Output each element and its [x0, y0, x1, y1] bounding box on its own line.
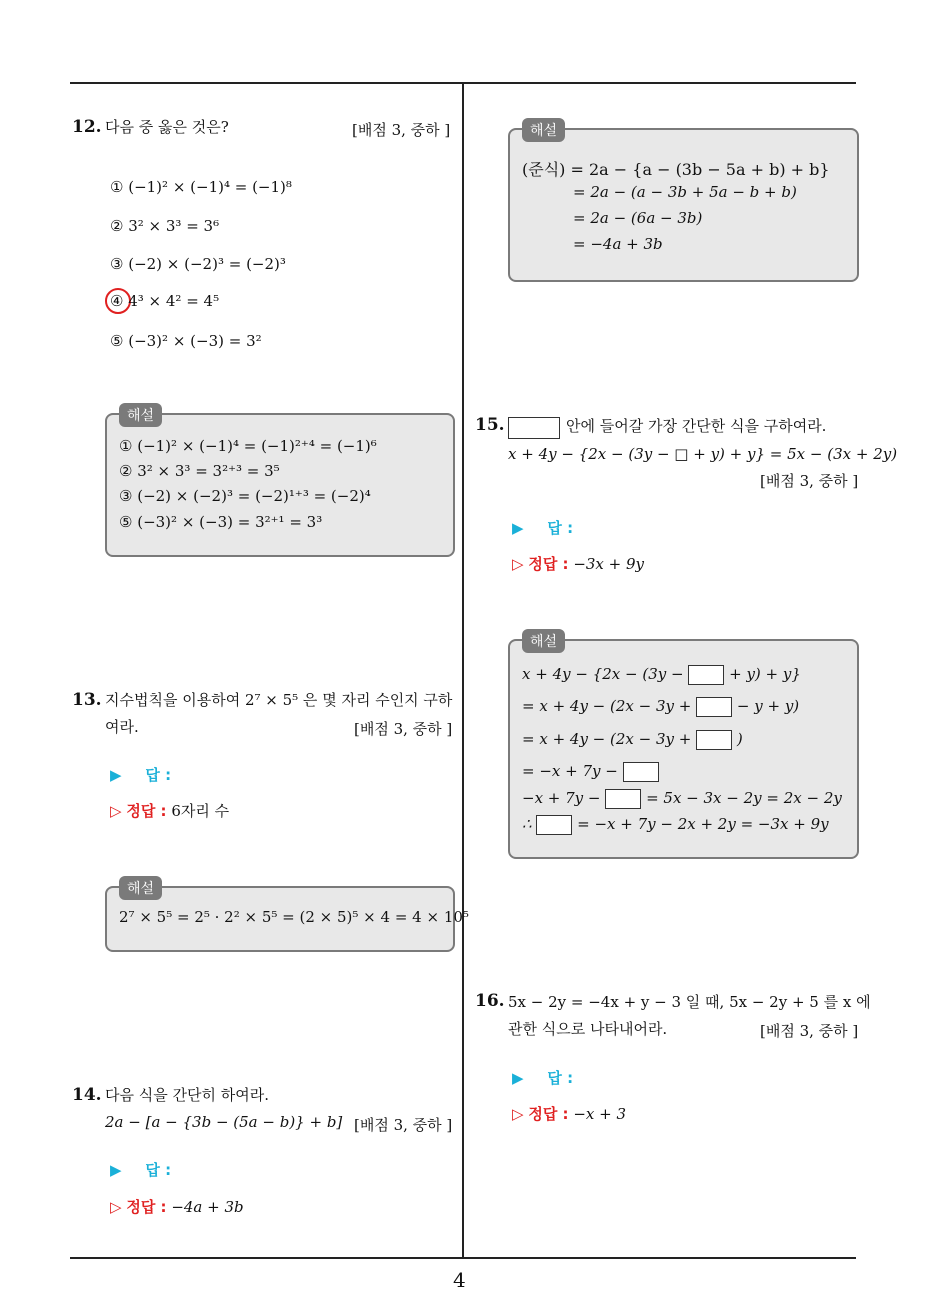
q12-score: [배점 3, 중하 ] — [352, 121, 451, 139]
solution-tag: 해설 — [119, 403, 162, 427]
q12-choice-5[interactable]: ⑤ (−3)² × (−3) = 3² — [110, 332, 262, 350]
q12-choice-1[interactable]: ① (−1)² × (−1)⁴ = (−1)⁸ — [110, 178, 292, 196]
q12-solution-line-4: ⑤ (−3)² × (−3) = 3²⁺¹ = 3³ — [119, 513, 323, 531]
q14-solution-line-4: = −4a + 3b — [573, 235, 663, 253]
q16-text-line-2: 관한 식으로 나타내어라. — [508, 1020, 668, 1038]
q16-number: 16. — [475, 991, 505, 1011]
blank-box — [688, 665, 724, 685]
column-divider — [462, 84, 464, 1257]
q15-answer-row[interactable] — [512, 517, 573, 538]
q12-solution-line-1: ① (−1)² × (−1)⁴ = (−1)²⁺⁴ = (−1)⁶ — [119, 437, 377, 455]
bottom-rule — [70, 1257, 856, 1259]
q16-answer-row[interactable] — [512, 1067, 573, 1088]
q15-solution-line-4 — [522, 762, 659, 782]
q13-correct-row — [110, 800, 229, 821]
blank-box — [536, 815, 572, 835]
q15-solution-line-2-part-b: − y + y) — [736, 697, 800, 715]
play-arrow-icon: ▶ — [110, 1161, 122, 1179]
q13-answer-row[interactable] — [110, 764, 171, 785]
q13-text-line-2: 여라. — [105, 718, 139, 736]
q14-solution-line-2: = 2a − (a − 3b + 5a − b + b) — [573, 183, 797, 201]
q15-solution-line-1-part-a: x + 4y − {2x − (3y − — [522, 665, 684, 683]
q12-choice-2[interactable]: ② 3² × 3³ = 3⁶ — [110, 217, 220, 235]
q12-choice-4[interactable]: ④ 4³ × 4² = 4⁵ — [110, 292, 220, 310]
outline-triangle-icon: ▷ — [110, 1198, 122, 1216]
play-arrow-icon: ▶ — [512, 1069, 524, 1087]
answer-label: 답 : — [145, 1161, 172, 1179]
correct-value: −x + 3 — [573, 1105, 626, 1123]
correct-label: 정답 : — [126, 1198, 167, 1216]
q15-text: 안에 들어갈 가장 간단한 식을 구하여라. — [566, 417, 827, 435]
q15-solution-line-5-part-b: = 5x − 3x − 2y = 2x − 2y — [646, 789, 842, 807]
q14-solution-line-3: = 2a − (6a − 3b) — [573, 209, 703, 227]
q15-solution-line-1 — [522, 665, 801, 685]
q16-correct-row — [512, 1103, 626, 1124]
blank-box — [696, 730, 732, 750]
q15-expression: x + 4y − {2x − (3y − □ + y) + y} = 5x − (3x + 2y) — [508, 445, 898, 463]
play-arrow-icon: ▶ — [110, 766, 122, 784]
answer-label: 답 : — [145, 766, 172, 784]
solution-tag: 해설 — [119, 876, 162, 900]
q15-solution-line-1-part-b: + y) + y} — [729, 665, 801, 683]
q13-solution-box — [105, 881, 469, 952]
q16-score: [배점 3, 중하 ] — [760, 1022, 859, 1040]
q14-score: [배점 3, 중하 ] — [354, 1116, 453, 1134]
q15-solution-box — [508, 634, 859, 859]
q15-solution-line-5-part-a: −x + 7y − — [522, 789, 601, 807]
q12-solution-line-3: ③ (−2) × (−2)³ = (−2)¹⁺³ = (−2)⁴ — [119, 487, 371, 505]
correct-label: 정답 : — [528, 1105, 569, 1123]
q12-solution-line-2: ② 3² × 3³ = 3²⁺³ = 3⁵ — [119, 462, 280, 480]
q12-solution-box — [105, 408, 455, 557]
q15-correct-row — [512, 553, 644, 574]
q15-solution-line-3-part-b: ) — [736, 730, 743, 748]
q15-solution-line-5 — [522, 789, 842, 809]
q15-solution-line-6 — [522, 815, 829, 835]
outline-triangle-icon: ▷ — [110, 802, 122, 820]
outline-triangle-icon: ▷ — [512, 555, 524, 573]
q13-text-line-1: 지수법칙을 이용하여 2⁷ × 5⁵ 은 몇 자리 수인지 구하 — [105, 691, 453, 709]
q15-solution-line-6-part-b: = −x + 7y − 2x + 2y = −3x + 9y — [577, 815, 829, 833]
q14-expression: 2a − [a − {3b − (5a − b)} + b] — [105, 1113, 343, 1131]
q13-solution-line-1: 2⁷ × 5⁵ = 2⁵ · 2² × 5⁵ = (2 × 5)⁵ × 4 = 4 × 10⁵ — [119, 908, 469, 926]
q15-solution-line-2 — [522, 697, 799, 717]
page-number: 4 — [453, 1268, 466, 1292]
q15-solution-line-3-part-a: = x + 4y − (2x − 3y + — [522, 730, 692, 748]
q15-solution-line-4-part-a: = −x + 7y − — [522, 762, 618, 780]
outline-triangle-icon: ▷ — [512, 1105, 524, 1123]
correct-value: −3x + 9y — [573, 555, 645, 573]
correct-value: 6자리 수 — [171, 802, 230, 820]
q12-choice-3[interactable]: ③ (−2) × (−2)³ = (−2)³ — [110, 255, 286, 273]
q15-solution-line-3 — [522, 730, 743, 750]
blank-box — [623, 762, 659, 782]
q15-score: [배점 3, 중하 ] — [760, 472, 859, 490]
q15-number: 15. — [475, 415, 505, 435]
q14-number: 14. — [72, 1085, 102, 1105]
q14-text: 다음 식을 간단히 하여라. — [105, 1086, 269, 1104]
play-arrow-icon: ▶ — [512, 519, 524, 537]
q12-text: 다음 중 옳은 것은? — [105, 118, 229, 136]
q14-solution-line-1: (준식) = 2a − {a − (3b − 5a + b) + b} — [522, 160, 830, 179]
blank-box — [696, 697, 732, 717]
answer-label: 답 : — [547, 1069, 574, 1087]
correct-label: 정답 : — [528, 555, 569, 573]
q14-correct-row — [110, 1196, 244, 1217]
q15-solution-line-6-part-a: ∴ — [522, 815, 532, 833]
q16-text-line-1: 5x − 2y = −4x + y − 3 일 때, 5x − 2y + 5 를 x 에 — [508, 993, 871, 1011]
correct-label: 정답 : — [126, 802, 167, 820]
answer-label: 답 : — [547, 519, 574, 537]
q13-number: 13. — [72, 690, 102, 710]
q12-number: 12. — [72, 117, 102, 137]
solution-tag: 해설 — [522, 118, 565, 142]
q14-solution-box — [508, 123, 859, 282]
q14-answer-row[interactable] — [110, 1159, 171, 1180]
solution-tag: 해설 — [522, 629, 565, 653]
q15-blank-box — [508, 417, 560, 439]
blank-box — [605, 789, 641, 809]
correct-value: −4a + 3b — [171, 1198, 244, 1216]
q15-solution-line-2-part-a: = x + 4y − (2x − 3y + — [522, 697, 692, 715]
q13-score: [배점 3, 중하 ] — [354, 720, 453, 738]
